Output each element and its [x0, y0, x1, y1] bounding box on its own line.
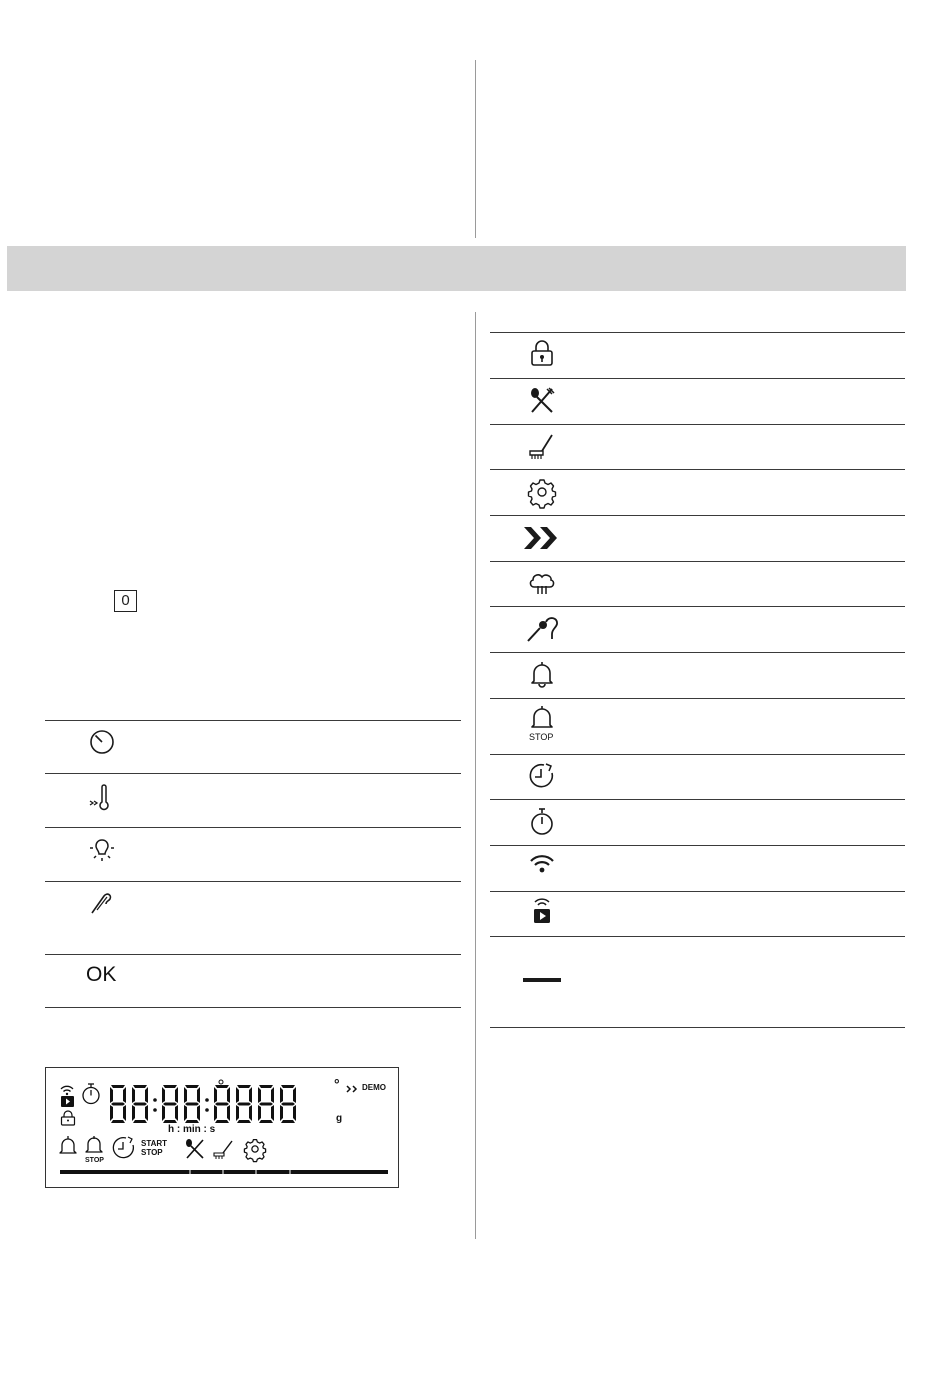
right-table-line-5: [490, 515, 905, 516]
zero-key-icon: 0: [114, 590, 137, 612]
right-table-line-15: [490, 1027, 905, 1028]
food-sensor-icon: [88, 890, 116, 916]
bell-stop-label: STOP: [529, 732, 554, 742]
display-bell-icon: [58, 1135, 78, 1157]
display-diagram: [45, 1067, 399, 1188]
child-lock-icon: [529, 340, 555, 368]
meat-probe-icon: [526, 614, 560, 644]
dash-indicator-icon: [523, 978, 561, 984]
display-stop-label: STOP: [85, 1157, 104, 1164]
display-time-unit: h : min : s: [168, 1124, 216, 1135]
ok-key-label: OK: [86, 963, 117, 986]
left-table-line-1: [45, 720, 461, 721]
right-table-line-6: [490, 561, 905, 562]
right-table-line-8: [490, 652, 905, 653]
left-table-line-2: [45, 773, 461, 774]
display-fast-heatup-icon: [346, 1085, 360, 1093]
left-table-line-4: [45, 881, 461, 882]
bottom-column-divider: [475, 312, 476, 1239]
settings-gear-icon: [528, 478, 556, 506]
minute-minder-icon: [528, 807, 556, 837]
display-progress-bar: [60, 1170, 388, 1175]
display-cleaning-icon: [213, 1140, 235, 1160]
right-table-line-10: [490, 754, 905, 755]
remote-control-icon: [530, 897, 554, 925]
bell-stop-icon: [528, 705, 556, 731]
display-remote-icon: [61, 1096, 74, 1107]
bell-icon: [528, 660, 556, 688]
right-table-line-11: [490, 799, 905, 800]
steam-icon: [528, 569, 556, 597]
delay-start-clock-icon: [528, 762, 556, 790]
right-table-line-9: [490, 698, 905, 699]
cleaning-brush-icon: [528, 432, 556, 460]
right-table-line-4: [490, 469, 905, 470]
left-table-line-5: [45, 954, 461, 955]
thermometer-heatup-icon: [88, 784, 114, 812]
left-table-line-6: [45, 1007, 461, 1008]
lamp-icon: [88, 836, 116, 864]
display-bell-stop-icon: [84, 1135, 104, 1155]
fast-heatup-icon: [522, 524, 562, 552]
display-lock-icon: [60, 1110, 76, 1126]
right-table-line-2: [490, 378, 905, 379]
display-assisted-cooking-icon: [184, 1138, 206, 1160]
right-table-line-14: [490, 936, 905, 937]
display-wifi-icon: [60, 1085, 74, 1095]
display-gram-unit: g: [336, 1113, 343, 1124]
section-header-banner: [7, 246, 906, 291]
display-seven-segment-digits: [108, 1084, 344, 1124]
display-delay-start-icon: [112, 1136, 136, 1160]
timer-icon: [88, 728, 116, 756]
left-table-line-3: [45, 827, 461, 828]
display-start-label: START: [141, 1139, 168, 1148]
right-table-line-13: [490, 891, 905, 892]
top-column-divider: [475, 60, 476, 238]
display-degree-symbol: °: [334, 1076, 340, 1092]
right-table-line-12: [490, 845, 905, 846]
right-table-line-7: [490, 606, 905, 607]
right-table-line-3: [490, 424, 905, 425]
wifi-icon: [529, 853, 555, 875]
display-minute-minder-icon: [81, 1083, 101, 1105]
assisted-cooking-icon: [528, 386, 556, 414]
display-start-stop-label: STOP: [141, 1148, 163, 1157]
right-table-line-1: [490, 332, 905, 333]
display-demo-label: DEMO: [362, 1083, 386, 1092]
display-settings-icon: [244, 1138, 266, 1160]
